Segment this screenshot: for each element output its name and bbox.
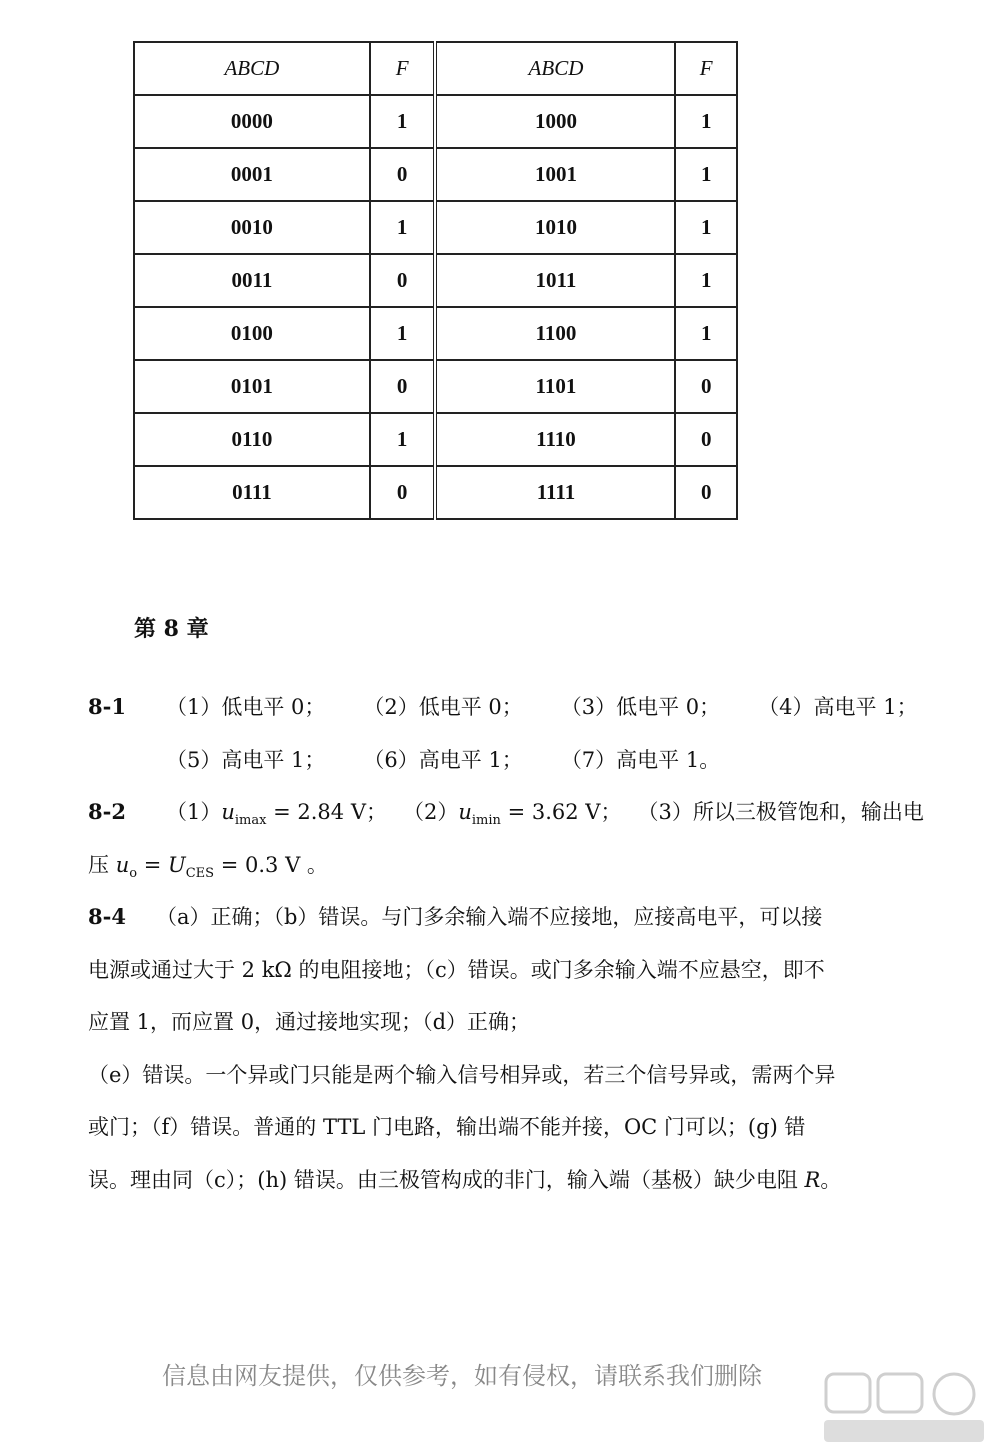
answer-part: （4）高电平 1； bbox=[758, 695, 918, 719]
table-row bbox=[134, 95, 737, 148]
cell-f: 0 bbox=[675, 466, 737, 519]
table-row bbox=[134, 466, 737, 519]
answer-text: 压 bbox=[88, 853, 116, 877]
answer-part: （1） bbox=[165, 800, 222, 824]
subscript: imin bbox=[471, 813, 501, 828]
cell-abcd: 1111 bbox=[435, 466, 675, 519]
answer-8-4-line-4: （e）错误。一个异或门只能是两个输入信号相异或，若三个信号异或，需两个异 bbox=[88, 1063, 836, 1087]
variable: u bbox=[221, 800, 235, 824]
answer-part: （3）低电平 0； bbox=[560, 695, 721, 719]
cell-abcd: 0111 bbox=[134, 466, 370, 519]
cell-abcd: 0010 bbox=[134, 201, 370, 254]
cell-f: 1 bbox=[675, 201, 737, 254]
answer-text: 误。理由同（c）；(h) 错误。由三极管构成的非门，输入端（基极）缺少电阻 bbox=[88, 1168, 805, 1192]
question-number: 8-1 bbox=[88, 694, 126, 719]
cell-f: 0 bbox=[675, 360, 737, 413]
col-header-f-1: F bbox=[370, 42, 436, 95]
answer-8-4-line-2: 电源或通过大于 2 kΩ 的电阻接地；（c）错误。或门多余输入端不应悬空，即不 bbox=[88, 958, 825, 982]
cell-abcd: 1001 bbox=[435, 148, 675, 201]
truth-table bbox=[133, 41, 738, 520]
cell-f: 1 bbox=[370, 413, 436, 466]
cell-abcd: 0100 bbox=[134, 307, 370, 360]
table-row bbox=[134, 307, 737, 360]
answer-part: （7）高电平 1。 bbox=[560, 748, 721, 772]
cell-f: 1 bbox=[370, 95, 436, 148]
cell-abcd: 1011 bbox=[435, 254, 675, 307]
cell-abcd: 1101 bbox=[435, 360, 675, 413]
table-row bbox=[134, 254, 737, 307]
cell-f: 1 bbox=[370, 201, 436, 254]
cell-abcd: 1000 bbox=[435, 95, 675, 148]
question-number: 8-4 bbox=[88, 904, 126, 929]
footer-disclaimer: 信息由网友提供，仅供参考，如有侵权，请联系我们删除 bbox=[162, 1362, 762, 1390]
question-number: 8-2 bbox=[88, 799, 126, 824]
table-row bbox=[134, 201, 737, 254]
col-header-f-2: F bbox=[675, 42, 737, 95]
cell-abcd: 1010 bbox=[435, 201, 675, 254]
truth-table-body bbox=[134, 95, 737, 519]
answer-value: = 2.84 V； bbox=[266, 800, 387, 824]
table-row bbox=[134, 413, 737, 466]
cell-abcd: 0001 bbox=[134, 148, 370, 201]
col-header-abcd-2: ABCD bbox=[435, 42, 675, 95]
answer-part: （5）高电平 1； bbox=[166, 748, 326, 772]
answer-8-2-line-2 bbox=[88, 850, 328, 889]
answer-value: = 3.62 V； bbox=[500, 800, 622, 824]
table-row bbox=[134, 360, 737, 413]
answer-8-2-line-1 bbox=[88, 797, 924, 836]
answer-part: （6）高电平 1； bbox=[363, 748, 523, 772]
cell-abcd: 0011 bbox=[134, 254, 370, 307]
cell-f: 1 bbox=[675, 254, 737, 307]
cell-f: 1 bbox=[675, 148, 737, 201]
cell-abcd: 1110 bbox=[435, 413, 675, 466]
answer-text: （a）正确；（b）错误。与门多余输入端不应接地，应接高电平，可以接 bbox=[155, 905, 823, 929]
cell-f: 1 bbox=[675, 95, 737, 148]
equals: = bbox=[137, 853, 168, 877]
watermark-logo bbox=[820, 1368, 990, 1446]
cell-abcd: 0101 bbox=[134, 360, 370, 413]
variable: u bbox=[458, 800, 472, 824]
answer-8-4-line-6 bbox=[88, 1165, 841, 1195]
cell-f: 1 bbox=[675, 307, 737, 360]
chapter-title: 第 8 章 bbox=[134, 616, 209, 642]
table-header-row bbox=[134, 42, 737, 95]
variable: u bbox=[115, 853, 130, 877]
table-row bbox=[134, 148, 737, 201]
cell-f: 1 bbox=[370, 307, 436, 360]
col-header-abcd-1: ABCD bbox=[134, 42, 370, 95]
cell-f: 0 bbox=[675, 413, 737, 466]
answer-8-1-line-1 bbox=[88, 692, 918, 722]
cell-f: 0 bbox=[370, 466, 436, 519]
subscript: CES bbox=[185, 866, 215, 881]
cell-f: 0 bbox=[370, 254, 436, 307]
cell-abcd: 0110 bbox=[134, 413, 370, 466]
cell-f: 0 bbox=[370, 148, 436, 201]
answer-8-4-line-1 bbox=[88, 902, 822, 932]
answer-8-1-line-2 bbox=[166, 745, 720, 775]
answer-part: （2） bbox=[402, 800, 459, 824]
cell-abcd: 0000 bbox=[134, 95, 370, 148]
subscript: imax bbox=[234, 813, 267, 828]
variable: U bbox=[168, 853, 186, 877]
subscript: o bbox=[129, 866, 138, 881]
cell-abcd: 1100 bbox=[435, 307, 675, 360]
answer-text: 。 bbox=[820, 1168, 842, 1192]
answer-part: （3）所以三极管饱和，输出电 bbox=[637, 800, 924, 824]
cell-f: 0 bbox=[370, 360, 436, 413]
variable: R bbox=[804, 1168, 821, 1192]
answer-8-4-line-3: 应置 1，而应置 0，通过接地实现；（d）正确； bbox=[88, 1010, 531, 1034]
answer-part: （1）低电平 0； bbox=[165, 695, 326, 719]
answer-value: = 0.3 V 。 bbox=[214, 853, 328, 877]
answer-8-4-line-5: 或门；（f）错误。普通的 TTL 门电路，输出端不能并接，OC 门可以；(g) 错 bbox=[88, 1115, 806, 1139]
answer-part: （2）低电平 0； bbox=[363, 695, 523, 719]
